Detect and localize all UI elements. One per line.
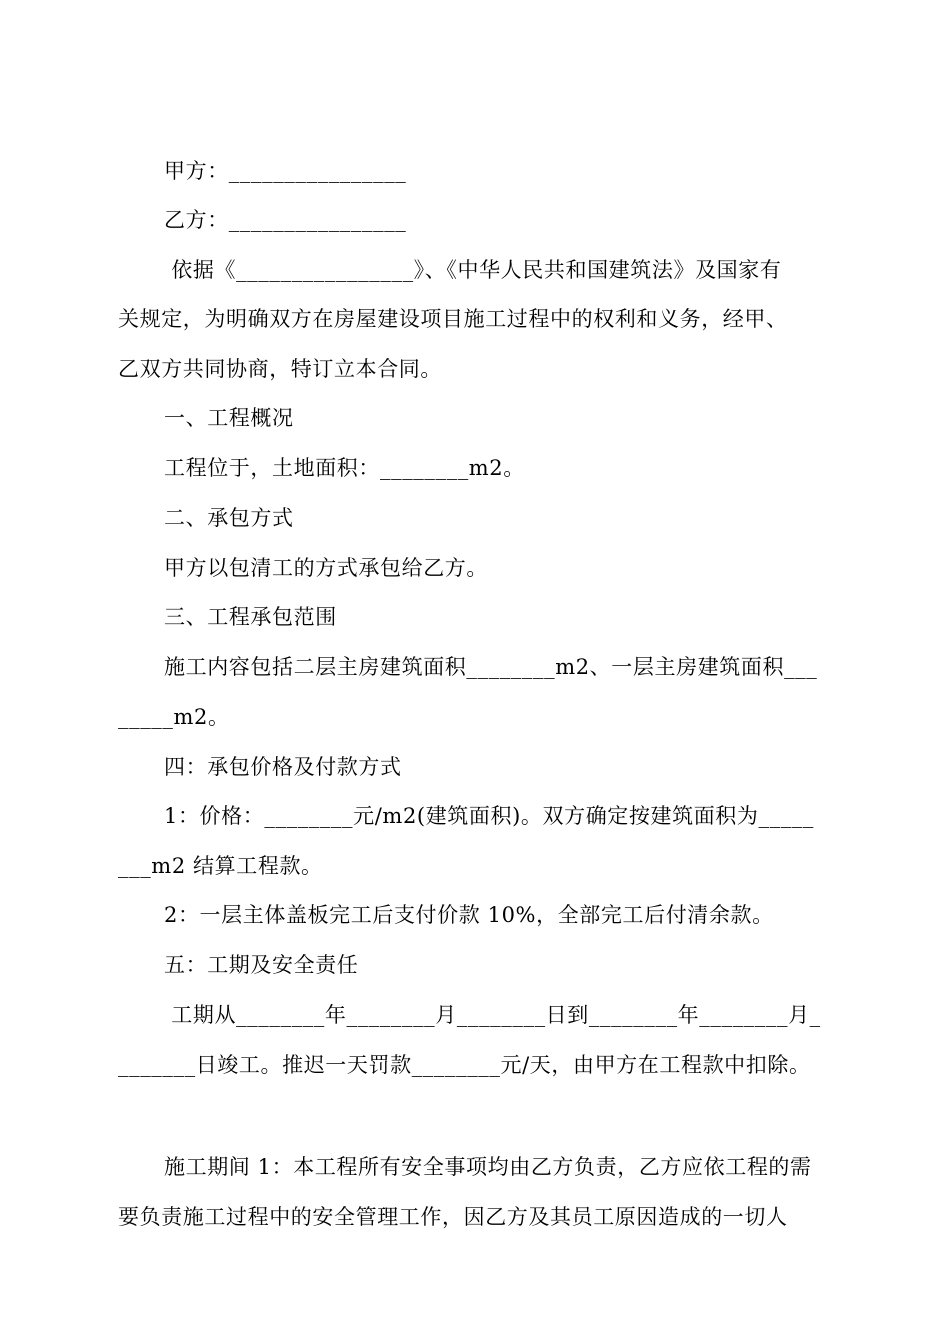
section-4-payment: 2：一层主体盖板完工后支付价款 10%，全部完工后付清余款。	[164, 903, 774, 927]
party-b-line: 乙方：________________	[164, 208, 407, 232]
section-1-body: 工程位于，土地面积：________m2。	[164, 456, 525, 480]
section-2-heading: 二、承包方式	[164, 506, 294, 530]
section-5-safety-line-2: 要负责施工过程中的安全管理工作，因乙方及其员工原因造成的一切人	[118, 1205, 788, 1229]
intro-paragraph-line-2: 关规定，为明确双方在房屋建设项目施工过程中的权利和义务，经甲、	[118, 307, 788, 331]
section-5-period-line-1: 工期从________年________月________日到________年________月_	[164, 1003, 821, 1027]
section-5-heading: 五：工期及安全责任	[164, 953, 359, 977]
intro-paragraph-line-3: 乙双方共同协商，特订立本合同。	[118, 357, 442, 381]
section-5-period-line-2: _______日竣工。推迟一天罚款________元/天，由甲方在工程款中扣除。	[118, 1053, 811, 1077]
section-2-body: 甲方以包清工的方式承包给乙方。	[164, 556, 488, 580]
section-3-heading: 三、工程承包范围	[164, 605, 337, 629]
section-3-body-line-2: _____m2。	[118, 705, 230, 729]
section-4-heading: 四：承包价格及付款方式	[164, 755, 402, 779]
section-5-safety-line-1: 施工期间 1：本工程所有安全事项均由乙方负责，乙方应依工程的需	[164, 1155, 812, 1179]
section-4-price-line-1: 1：价格：________元/m2(建筑面积)。双方确定按建筑面积为_____	[164, 804, 814, 828]
section-1-heading: 一、工程概况	[164, 406, 294, 430]
party-a-line: 甲方：________________	[164, 159, 407, 183]
intro-paragraph-line-1: 依据《________________》、《中华人民共和国建筑法》及国家有	[164, 258, 782, 282]
section-3-body-line-1: 施工内容包括二层主房建筑面积________m2、一层主房建筑面积___	[164, 655, 818, 679]
section-4-price-line-2: ___m2 结算工程款。	[118, 854, 323, 878]
